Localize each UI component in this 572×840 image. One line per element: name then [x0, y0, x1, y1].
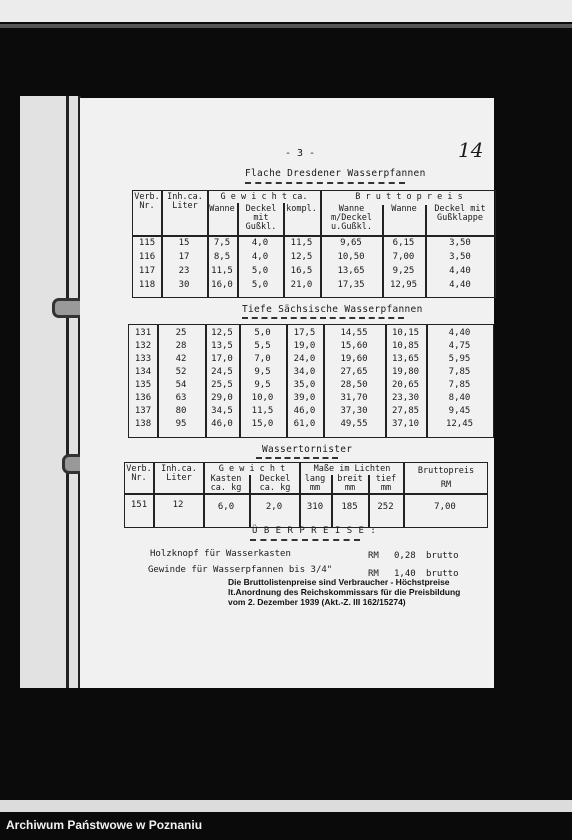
section2-underline — [242, 317, 404, 320]
header-kompl: kompl. — [286, 204, 317, 214]
header-nr: Verb. Nr. — [134, 192, 160, 211]
header-deckel: Deckel mit Gußkl. — [245, 204, 277, 232]
header-tief: tief mm — [375, 474, 397, 493]
header-inh: Inh.ca. Liter — [161, 464, 197, 483]
section2-title: Tiefe Sächsische Wasserpfannen — [242, 304, 423, 315]
film-border-top — [0, 0, 572, 22]
header-rm: RM — [440, 480, 452, 490]
header-bp-wanne-deckel: Wanne m/Deckel u.Gußkl. — [331, 204, 372, 232]
section1-title: Flache Dresdener Wasserpfannen — [245, 168, 426, 179]
film-border-bottom — [0, 800, 572, 812]
section3-underline — [256, 457, 338, 460]
handwritten-page-number: 14 — [458, 138, 484, 162]
header-kasten: Kasten ca. kg — [210, 474, 242, 493]
header-bruttopreis: Bruttopreis — [417, 466, 475, 476]
ueberpreise-underline — [250, 539, 360, 542]
archive-credit: Archiwum Państwowe w Poznaniu — [6, 818, 203, 832]
header-bruttopreis: B r u t t o p r e i s — [355, 192, 463, 202]
header-bp-deckel: Deckel mit Gußklappe — [434, 204, 486, 223]
binder-edge — [66, 96, 69, 688]
table-flache-dresdener: Verb. Nr. Inh.ca. Liter G e w i c h t ca. Wanne Deckel mit Gußkl. kompl. B r u t t o p r e i s Wanne m/Deckel u.Gußkl. Wanne Deckel mit Gußklappe 115 15 7,5 4,0 11,5 9,65 6,15 3,50 116 17 8,5 4,0 12,5 10,50 7,00 3,50 117 23 11,5 5,0 16,5 13,65 9,25 4,40 118 30 16,0 5,0 21,0 17,35 12,95 4,40 — [132, 190, 496, 298]
document-page: - 3 - 14 Flache Dresdener Wasserpfannen Verb. Nr. Inh.ca. Liter G e w i c h t ca. Wanne Deckel mit Gußkl. kompl. B r u t t o p r e i s Wanne m/Deckel u.Gußkl. Wanne Deckel mit Gußklappe 115 15 7,5 4,0 11,5 9,65 6,15 3,50 116 17 8,5 4,0 12,5 10,50 7,00 3,50 117 23 11,5 5,0 16,5 13,65 9,25 4,40 118 30 16,0 5,0 21,0 17,35 12,95 4,40 Tiefe Sächsische Wasserpfannen 131 25 12,5 5,0 17,5 14,55 10,15 4,40 132 28 13,5 5,5 19,0 15,60 10,85 4,75 133 42 17,0 7,0 24,0 19,60 13,65 5,95 134 52 24,5 9,5 34,0 27,65 19,80 7,85 135 54 25,5 9,5 35,0 28,50 20,65 7,85 136 63 29,0 10,0 39,0 31,70 23,30 8,40 137 80 34,5 11,5 46,0 37,30 27,85 9,45 138 95 46,0 15,0 61,0 49,55 37,10 12,45 Wassertornister Verb. Nr. Inh.ca. Liter G e w i c h t Kasten ca. kg Deckel ca. kg Maße im Lichten lang mm breit mm tief mm Bruttopreis RM 151 12 6,0 2,0 310 185 252 7,00 Ü B E R P R E I S E : Holzknopf für Wasserkasten RM 0,28 brutto Gewinde für Wasserpfannen bis 3/4" RM 1,40 brutto — [80, 98, 494, 688]
header-gewicht: G e w i c h t ca. — [220, 192, 308, 202]
header-lang: lang mm — [304, 474, 326, 493]
film-border-top-line — [0, 24, 572, 28]
header-masse: Maße im Lichten — [313, 464, 391, 474]
table-tiefe-saechsische: 131 25 12,5 5,0 17,5 14,55 10,15 4,40 132 28 13,5 5,5 19,0 15,60 10,85 4,75 133 42 17,0 7,0 24,0 19,60 13,65 5,95 134 52 24,5 9,5 34,0 27,65 19,80 7,85 135 54 25,5 9,5 35,0 28,50 20,65 7,85 136 63 29,0 10,0 39,0 31,70 23,30 8,40 137 80 34,5 11,5 46,0 37,30 27,85 9,45 138 95 46,0 15,0 61,0 49,55 37,10 12,45 — [128, 324, 494, 438]
header-bp-wanne: Wanne — [391, 204, 417, 214]
header-nr: Verb. Nr. — [126, 464, 152, 483]
ueberpreise-title: Ü B E R P R E I S E : — [252, 526, 377, 536]
section1-underline — [245, 182, 405, 185]
section3-title: Wassertornister — [262, 444, 353, 455]
header-wanne: Wanne — [209, 204, 235, 214]
header-gewicht: G e w i c h t — [218, 464, 286, 474]
header-inh: Inh.ca. Liter — [167, 192, 203, 211]
header-breit: breit mm — [337, 474, 363, 493]
binder-strip — [20, 96, 81, 688]
price-regulation-stamp: Die Bruttolistenpreise sind Verbraucher - Höchstpreise lt.Anordnung des Reichskommissars für die Preisbildung vom 2. Dezember 1939 (Akt.-Z. III 162/15274) — [228, 577, 461, 607]
header-deckel: Deckel ca. kg — [259, 474, 291, 493]
table-wassertornister: Verb. Nr. Inh.ca. Liter G e w i c h t Kasten ca. kg Deckel ca. kg Maße im Lichten lang mm breit mm tief mm Bruttopreis RM 151 12 6,0 2,0 310 185 252 7,00 — [124, 462, 488, 528]
page-number: - 3 - — [284, 148, 316, 159]
